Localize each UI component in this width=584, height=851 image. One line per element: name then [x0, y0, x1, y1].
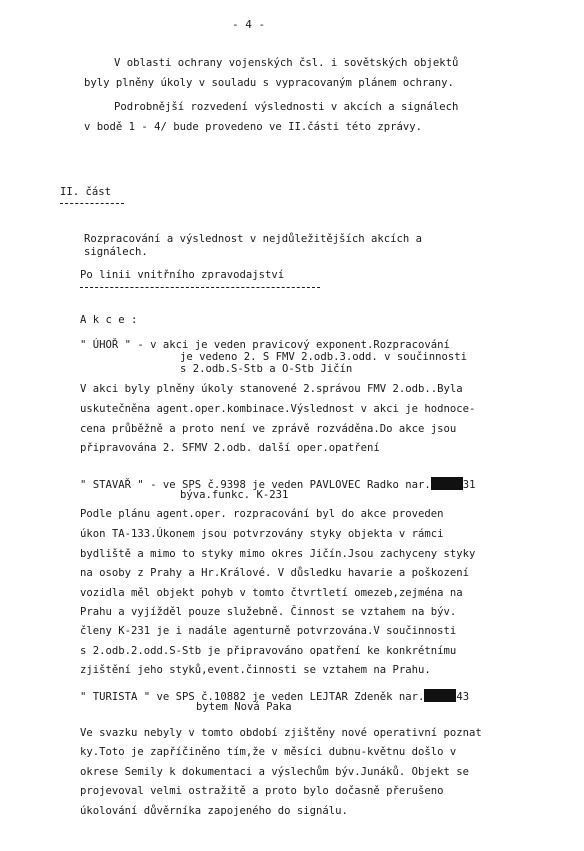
- turista-body-4: projevoval velmi ostražitě a proto bylo dočasně přerušeno: [80, 785, 444, 797]
- stavar-body-7: členy K-231 je i nadále agenturně potvrzována.V součinnosti: [80, 625, 457, 637]
- stavar-body-9: zjištění jeho styků,event.činnosti se vztahem na Prahu.: [80, 664, 431, 676]
- redaction-bar: [424, 689, 456, 702]
- stavar-body-3: bydliště a mimo to styky mimo okres Jičín.Jsou zachyceny styky: [80, 548, 476, 560]
- turista-body-1: Ve svazku nebyly v tomto období zjištěny nové operativní poznat: [80, 727, 482, 739]
- akce-label: A k c e :: [80, 314, 138, 326]
- turista-body-5: úkolování důvěrníka zapojeného do signálu.: [80, 805, 348, 817]
- stavar-head-1-text: " STAVAŘ " - ve SPS č.9398 je veden PAVLOVEC Radko nar.: [80, 479, 431, 491]
- turista-head-1-year: 43: [456, 691, 470, 703]
- intro-p2-line-1: Podrobnější rozvedení výslednosti v akcích a signálech: [114, 101, 459, 113]
- uhor-head-2: je vedeno 2. S FMV 2.odb.3.odd. v součinnosti: [180, 351, 468, 363]
- subtitle-line-1: Rozpracování a výslednost v nejdůležitějších akcích a: [84, 233, 423, 245]
- intro-p1-line-1: V oblasti ochrany vojenských čsl. i sovětských objektů: [114, 57, 459, 69]
- turista-head-1-text: " TURISTA " ve SPS č.10882 je veden LEJTAR Zdeněk nar.: [80, 691, 425, 703]
- stavar-body-8: s 2.odb.2.odd.S-Stb je připravováno opatření ke konkrétnímu: [80, 645, 457, 657]
- intro-p2-line-2: v bodě 1 - 4/ bude provedeno ve II.části této zprávy.: [84, 121, 423, 133]
- uhor-head-1: " ÚHOŘ " - v akci je veden pravicový exponent.Rozpracování: [80, 339, 450, 351]
- stavar-body-2: úkon TA-133.Úkonem jsou potvrzovány styky objekta v rámci: [80, 528, 444, 540]
- turista-head-2: bytem Nová Paka: [196, 701, 292, 713]
- uhor-body-1: V akci byly plněny úkoly stanovené 2.správou FMV 2.odb..Byla: [80, 383, 463, 395]
- stavar-body-6: Prahu a vyjížděl pouze služebně. Činnost se vztahem na býv.: [80, 606, 457, 618]
- stavar-body-1: Podle plánu agent.oper. rozpracování byl do akce proveden: [80, 508, 444, 520]
- stavar-head-1-year: 31: [462, 479, 476, 491]
- turista-body-2: ky.Toto je zapříčiněno tím,že v měsíci dubnu-květnu došlo v: [80, 746, 457, 758]
- uhor-body-4: připravována 2. SFMV 2.odb. další oper.opatření: [80, 442, 380, 454]
- stavar-body-4: na osoby z Prahy a Hr.Králové. V důsledku havarie a poškození: [80, 567, 470, 579]
- section-title: Po linii vnitřního zpravodajství: [80, 269, 285, 281]
- stavar-body-5: vozidla měl objekt pohyb v tomto čtvrtletí omezeb,zejména na: [80, 587, 463, 599]
- uhor-body-3: cena průběžně a proto není ve zprávě rozváděna.Do akce jsou: [80, 423, 457, 435]
- page-number: - 4 -: [232, 18, 266, 31]
- uhor-body-2: uskutečněna agent.oper.kombinace.Výslednost v akci je hodnoce-: [80, 403, 476, 415]
- redaction-bar: [431, 477, 463, 490]
- part-heading: II. část: [60, 186, 112, 198]
- uhor-head-3: s 2.odb.S-Stb a O-Stb Jičín: [180, 363, 353, 375]
- intro-p1-line-2: byly plněny úkoly v souladu s vypracovaným plánem ochrany.: [84, 77, 454, 89]
- subtitle-line-2: signálech.: [84, 246, 148, 258]
- section-underline: [80, 287, 320, 288]
- turista-body-3: okrese Semily k dokumentaci a výslechům býv.Junáků. Objekt se: [80, 766, 470, 778]
- heading-underline: [60, 203, 124, 204]
- stavar-head-2: býva.funkc. K-231: [180, 489, 289, 501]
